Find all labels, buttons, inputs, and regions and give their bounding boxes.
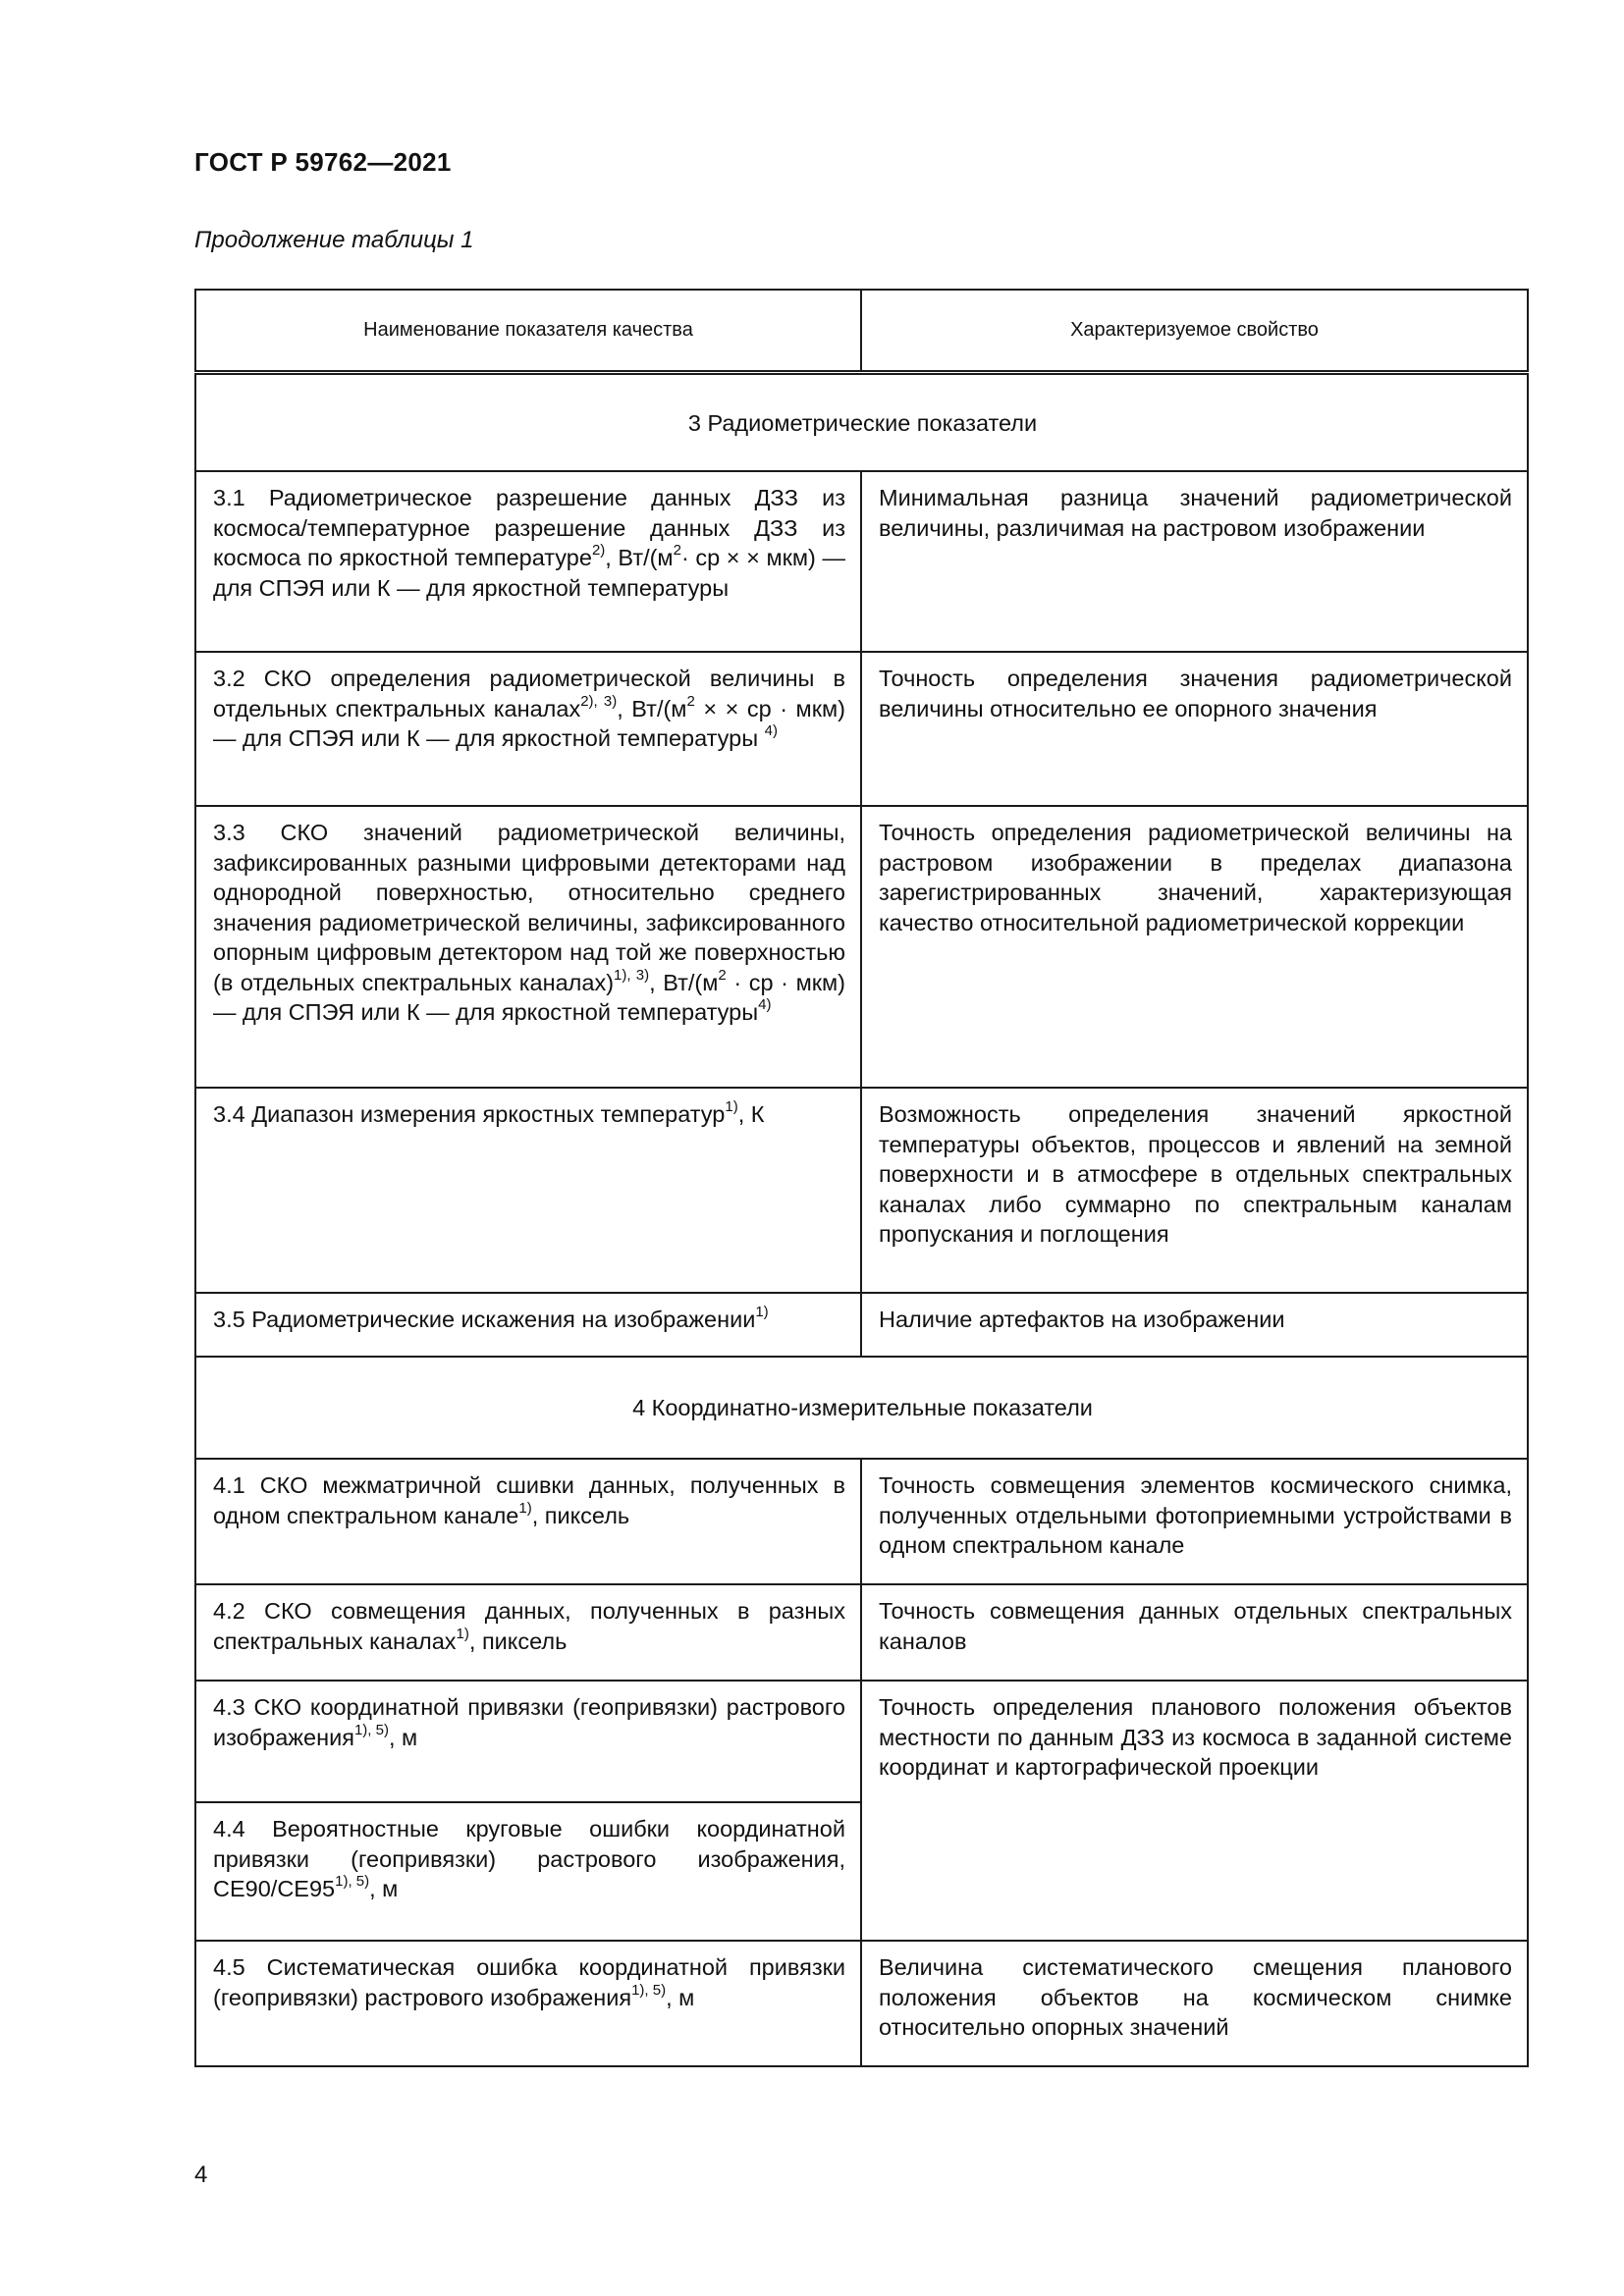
indicator-name-text: 4.3 СКО координатной привязки (геопривязки) растрового изображения (213, 1694, 845, 1750)
indicator-name-text: , м (369, 1876, 399, 1901)
footnote-ref: 1), 5) (631, 1981, 667, 1999)
table-row (195, 652, 1528, 806)
footnote-ref: 1), 3) (614, 966, 650, 984)
footnote-ref: 2), 3) (580, 692, 618, 710)
indicator-name-cell (195, 1584, 861, 1681)
footnote-ref: 1), 5) (353, 1721, 389, 1738)
footnote-ref: 2 (686, 692, 695, 710)
footnote-ref: 2) (591, 542, 606, 560)
section-row (195, 372, 1528, 471)
property-cell: Возможность определения значений яркостной температуры объектов, процессов и явлений на земной поверхности и в атмосфере в отдельных спектральных каналах либо суммарно по спектральным каналам пропускания и поглощения (861, 1088, 1528, 1293)
indicator-name-cell (195, 652, 861, 806)
indicator-name-cell (195, 1681, 861, 1802)
footnote-ref: 1) (725, 1098, 738, 1116)
table-row (195, 806, 1528, 1088)
table-header-row (195, 290, 1528, 372)
indicator-name-text: , м (388, 1724, 418, 1750)
indicator-name-text: , Вт/(м (649, 969, 719, 995)
column-header-indicator-name: Наименование показателя качества (195, 290, 861, 372)
section-title: 4 Координатно-измерительные показатели (195, 1357, 1528, 1459)
indicator-name-cell (195, 1459, 861, 1584)
document-id: ГОСТ Р 59762—2021 (194, 147, 452, 177)
indicator-name-cell (195, 471, 861, 652)
table-caption: Продолжение таблицы 1 (194, 227, 474, 253)
indicator-name-text: 3.4 Диапазон измерения яркостных температур (213, 1101, 726, 1127)
property-cell: Минимальная разница значений радиометрической величины, различимая на растровом изображении (861, 471, 1528, 652)
property-cell: Точность совмещения данных отдельных спектральных каналов (861, 1584, 1528, 1681)
quality-indicators-table (194, 289, 1529, 2067)
indicator-name-cell (195, 1802, 861, 1941)
indicator-name-cell (195, 1293, 861, 1357)
table-row (195, 1681, 1528, 1802)
section-title: 3 Радиометрические показатели (195, 372, 1528, 471)
table-row (195, 471, 1528, 652)
table-row (195, 1459, 1528, 1584)
property-cell: Точность определения значения радиометрической величины относительно ее опорного значения (861, 652, 1528, 806)
indicator-name-text: × × ср · мкм) — для СПЭЯ или К — для яркостной температуры (213, 695, 845, 751)
page-number: 4 (194, 2162, 208, 2188)
indicator-name-text: , пиксель (531, 1502, 630, 1528)
indicator-name-text: 3.2 СКО определения радиометрической величины в отдельных спектральных каналах (213, 666, 845, 721)
indicator-name-text: , пиксель (468, 1628, 568, 1654)
indicator-name-cell (195, 1941, 861, 2066)
table-row (195, 1584, 1528, 1681)
section-row (195, 1357, 1528, 1459)
footnote-ref: 4) (758, 996, 772, 1014)
footnote-ref: 1), 5) (335, 1873, 370, 1891)
indicator-name-text: , К (737, 1101, 765, 1127)
property-cell: Точность определения радиометрической величины на растровом изображении в пределах диапазона зарегистрированных значений, характеризующая качество относительной радиометрической коррекции (861, 806, 1528, 1088)
indicator-name-text: , Вт/(м (605, 545, 674, 570)
indicator-name-text: 4.4 Вероятностные круговые ошибки координатной привязки (геопривязки) растрового изображения, CE90/CE95 (213, 1816, 845, 1901)
indicator-name-text: 4.5 Систематическая ошибка координатной привязки (геопривязки) растрового изображения (213, 1954, 845, 2010)
footnote-ref: 4) (764, 722, 778, 740)
property-cell: Наличие артефактов на изображении (861, 1293, 1528, 1357)
column-header-property: Характеризуемое свойство (861, 290, 1528, 372)
table-row (195, 1941, 1528, 2066)
indicator-name-text: 4.1 СКО межматричной сшивки данных, полученных в одном спектральном канале (213, 1472, 845, 1528)
indicator-name-text: 3.1 Радиометрическое разрешение данных ДЗЗ из космоса/температурное разрешение данных ДЗЗ из космоса по яркостной температуре (213, 485, 845, 570)
footnote-ref: 1) (456, 1625, 469, 1642)
indicator-name-cell (195, 806, 861, 1088)
property-cell: Величина систематического смещения планового положения объектов на космическом снимке относительно опорных значений (861, 1941, 1528, 2066)
indicator-name-text: 3.5 Радиометрические искажения на изображении (213, 1307, 756, 1332)
indicator-name-text: · ср × × мкм) — для СПЭЯ или К — для яркостной температуры (213, 545, 845, 601)
footnote-ref: 2 (673, 542, 681, 560)
footnote-ref: 1) (518, 1499, 532, 1517)
table-row (195, 1293, 1528, 1357)
indicator-name-text: 4.2 СКО совмещения данных, полученных в разных спектральных каналах (213, 1598, 845, 1654)
footnote-ref: 1) (755, 1304, 769, 1321)
indicator-name-text: 3.3 СКО значений радиометрической величины, зафиксированных разными цифровыми детекторами над однородной поверхностью, относительно среднего значения радиометрической величины, зафиксированного опорным цифровым детектором над той же поверхностью (в отдельных спектральных каналах) (213, 820, 845, 995)
footnote-ref: 2 (718, 966, 727, 984)
property-cell: Точность определения планового положения объектов местности по данным ДЗЗ из космоса в заданной системе координат и картографической проекции (861, 1681, 1528, 1941)
property-cell: Точность совмещения элементов космического снимка, полученных отдельными фотоприемными устройствами в одном спектральном канале (861, 1459, 1528, 1584)
indicator-name-text: , м (666, 1984, 695, 2010)
indicator-name-text: , Вт/(м (617, 695, 687, 721)
table-row (195, 1088, 1528, 1293)
indicator-name-cell (195, 1088, 861, 1293)
indicator-name-text: · ср · мкм) — для СПЭЯ или К — для яркостной температуры (213, 969, 845, 1025)
